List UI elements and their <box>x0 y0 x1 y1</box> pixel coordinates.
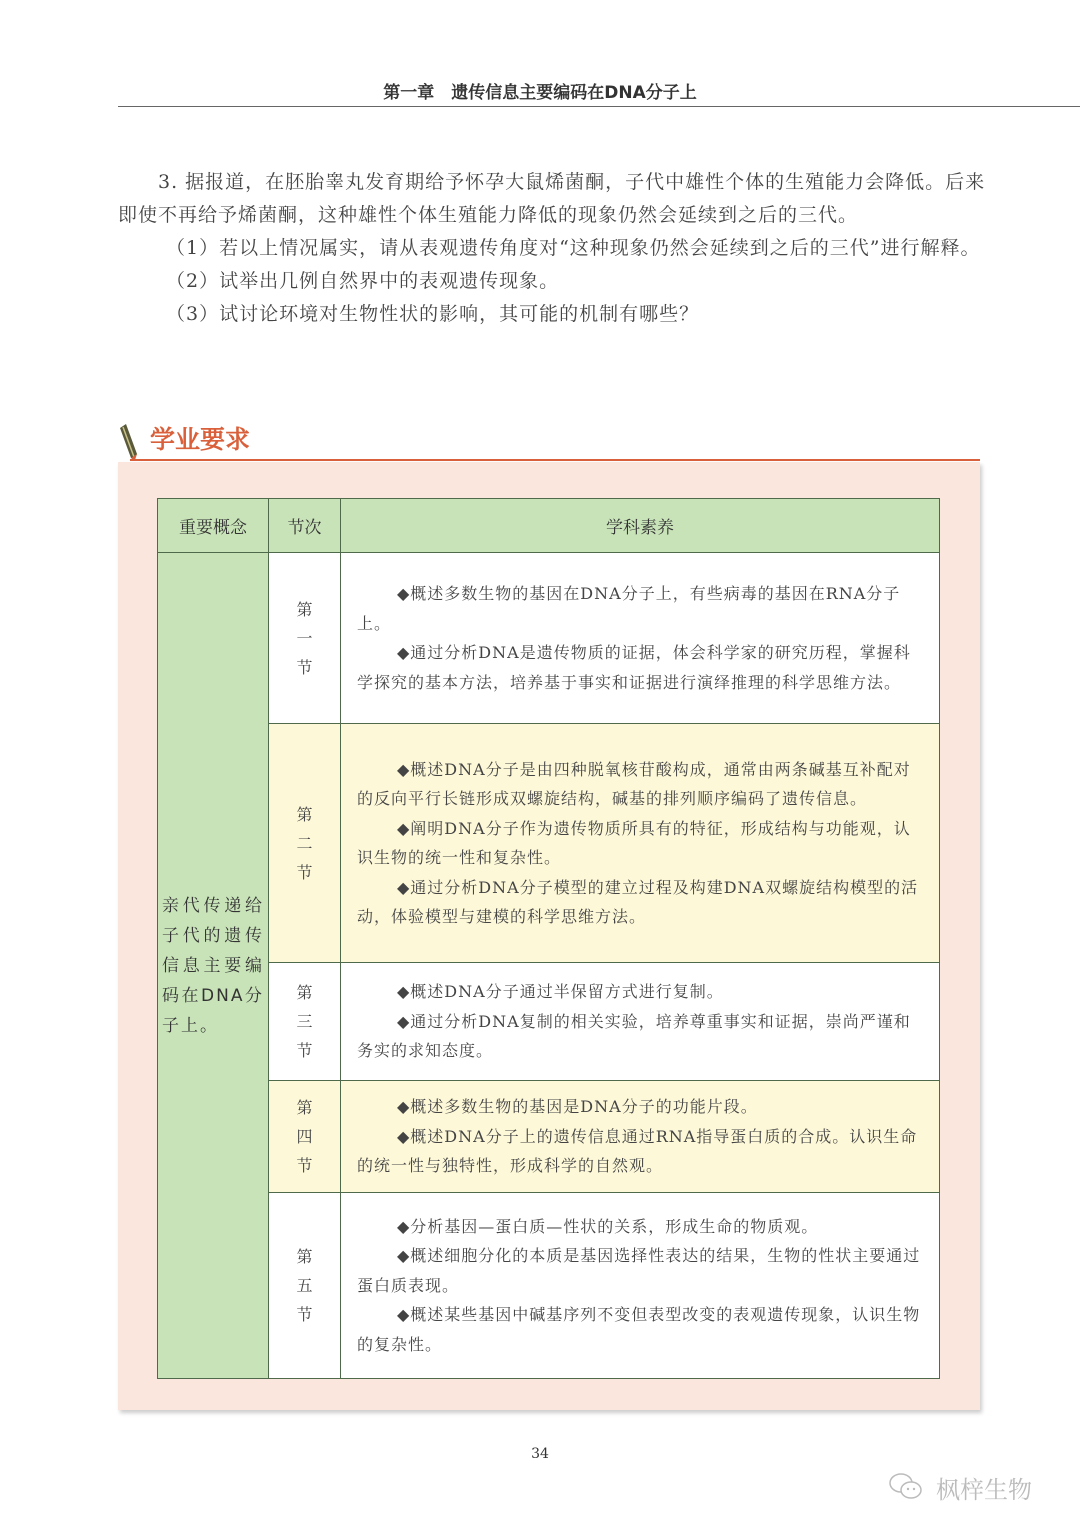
chapter-header: 第一章 遗传信息主要编码在DNA分子上 <box>383 83 697 103</box>
question-block <box>118 166 988 331</box>
table-row <box>158 1193 940 1379</box>
header-rule <box>118 106 1080 107</box>
literacy-cell <box>341 1193 940 1379</box>
section-cell <box>269 1193 341 1379</box>
literacy-item: ◆通过分析DNA分子模型的建立过程及构建DNA双螺旋结构模型的活动，体验模型与建模的科学思维方法。 <box>357 877 919 926</box>
header-literacy: 学科素养 <box>341 499 940 553</box>
literacy-cell <box>341 553 940 724</box>
concept-cell: 亲代传递给子代的遗传信息主要编码在DNA分子上。 <box>158 553 269 1379</box>
section-title: 学业要求 <box>150 425 251 454</box>
question-sub-3: （3）试讨论环境对生物性状的影响，其可能的机制有哪些？ <box>166 303 700 325</box>
table-row <box>158 1081 940 1193</box>
section-cell <box>269 963 341 1081</box>
section-label: 第二节 <box>296 804 313 882</box>
requirements-table <box>157 498 940 1379</box>
header-concept: 重要概念 <box>158 499 269 553</box>
question-intro: 3. 据报道，在胚胎睾丸发育期给予怀孕大鼠烯菌酮，子代中雄性个体的生殖能力会降低。后来即使不再给予烯菌酮，这种雄性个体生殖能力降低的现象仍然会延续到之后的三代。 <box>118 171 986 226</box>
title-rule <box>130 459 980 461</box>
literacy-cell <box>341 1081 940 1193</box>
page-number: 34 <box>531 1446 549 1462</box>
section-label: 第四节 <box>296 1098 313 1175</box>
table-row <box>158 724 940 963</box>
literacy-cell <box>341 724 940 963</box>
table-row <box>158 553 940 724</box>
question-sub-2: （2）试举出几例自然界中的表观遗传现象。 <box>166 270 560 292</box>
table-row <box>158 963 940 1081</box>
section-label: 第五节 <box>296 1247 313 1324</box>
literacy-item: ◆通过分析DNA是遗传物质的证据，体会科学家的研究历程，掌握科学探究的基本方法，培养基于事实和证据进行演绎推理的科学思维方法。 <box>357 643 911 692</box>
section-label: 第三节 <box>296 983 313 1060</box>
wechat-icon <box>888 1472 924 1502</box>
watermark: 枫梓生物 <box>936 1476 1032 1504</box>
section-cell <box>269 1081 341 1193</box>
literacy-item: ◆概述某些基因中碱基序列不变但表型改变的表观遗传现象，认识生物的复杂性。 <box>357 1305 921 1354</box>
section-label: 第一节 <box>296 599 313 677</box>
literacy-item: ◆分析基因—蛋白质—性状的关系，形成生命的物质观。 <box>397 1216 819 1236</box>
question-sub-1: （1）若以上情况属实，请从表观遗传角度对“这种现象仍然会延续到之后的三代”进行解释。 <box>166 237 981 259</box>
literacy-item: ◆阐明DNA分子作为遗传物质所具有的特征，形成结构与功能观，认识生物的统一性和复杂性。 <box>357 818 911 867</box>
literacy-item: ◆概述DNA分子通过半保留方式进行复制。 <box>397 982 724 1002</box>
table-header-row <box>158 499 940 553</box>
literacy-item: ◆概述DNA分子是由四种脱氧核苷酸构成，通常由两条碱基互补配对的反向平行长链形成双螺旋结构，碱基的排列顺序编码了遗传信息。 <box>357 759 911 808</box>
literacy-item: ◆通过分析DNA复制的相关实验，培养尊重事实和证据，崇尚严谨和务实的求知态度。 <box>357 1011 911 1061</box>
literacy-item: ◆概述DNA分子上的遗传信息通过RNA指导蛋白质的合成。认识生命的统一性与独特性，形成科学的自然观。 <box>357 1126 918 1176</box>
header-section: 节次 <box>269 499 341 553</box>
pencil-icon <box>118 424 138 460</box>
literacy-item: ◆概述多数生物的基因在DNA分子上，有些病毒的基因在RNA分子上。 <box>357 584 901 633</box>
section-cell <box>269 724 341 963</box>
section-cell <box>269 553 341 724</box>
literacy-item: ◆概述多数生物的基因是DNA分子的功能片段。 <box>397 1097 758 1117</box>
literacy-cell <box>341 963 940 1081</box>
literacy-item: ◆概述细胞分化的本质是基因选择性表达的结果，生物的性状主要通过蛋白质表现。 <box>357 1246 921 1295</box>
